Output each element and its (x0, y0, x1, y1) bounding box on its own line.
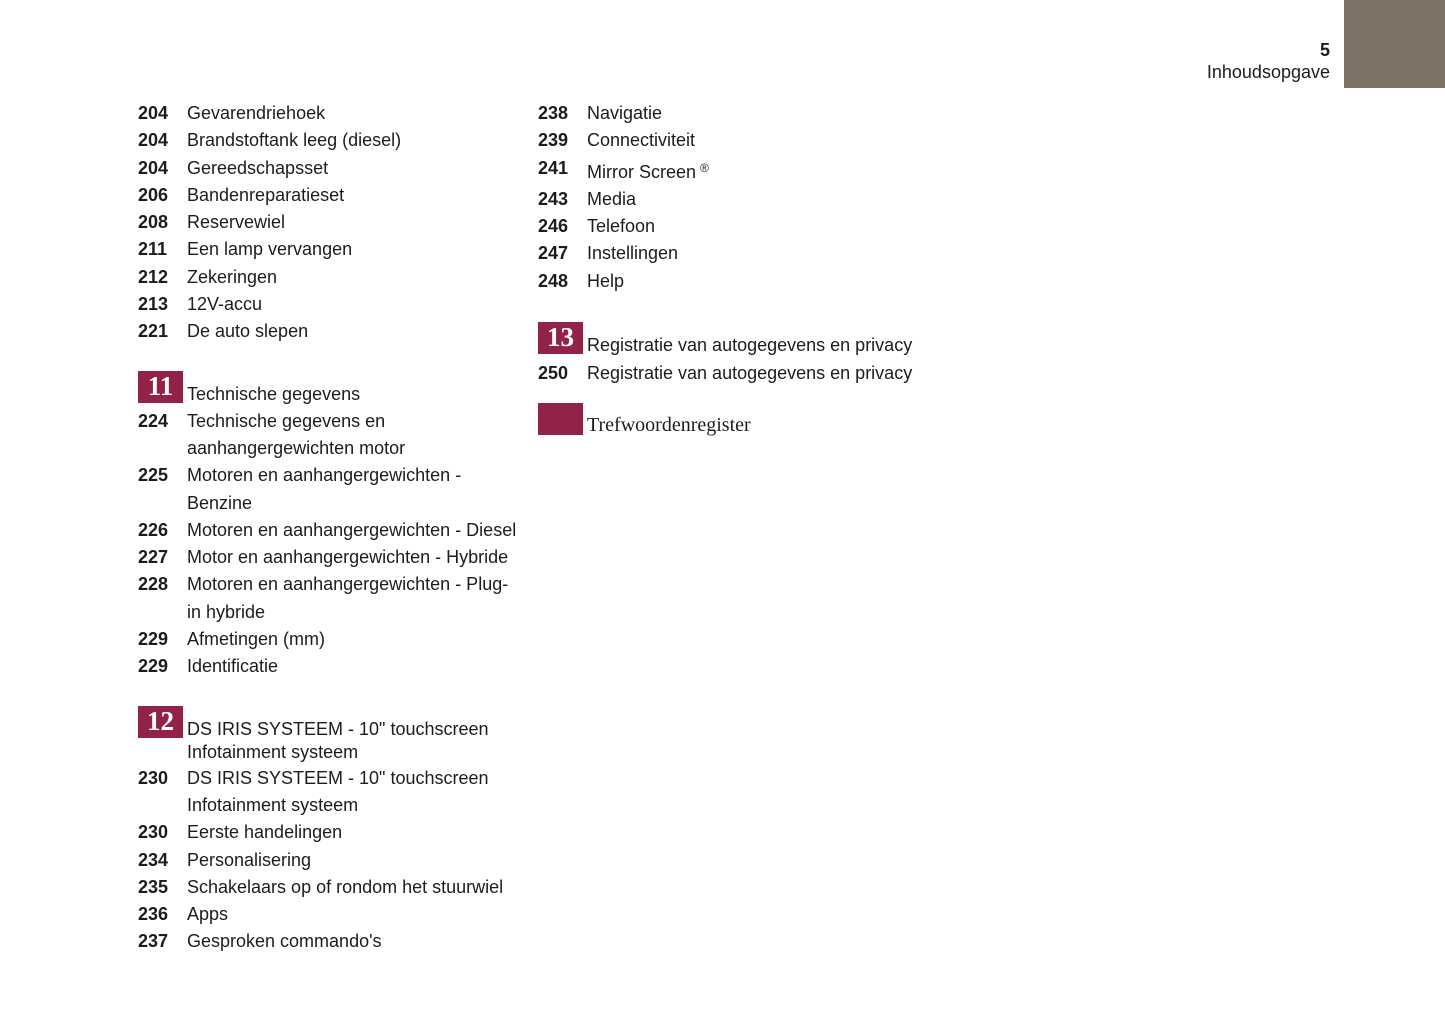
toc-entry (138, 462, 528, 517)
toc-entry (138, 236, 528, 263)
toc-entry-title: Telefoon (587, 216, 656, 237)
toc-entry-title: Gereedschapsset (187, 157, 329, 178)
toc-entry-page: 221 (138, 321, 169, 342)
toc-entry-title: Motoren en aanhangergewichten - Benzine (187, 465, 462, 513)
toc-entry-title: Navigatie (587, 103, 663, 123)
section-title-12: DS IRIS SYSTEEM - 10" touchscreen Infotainment systeem (187, 718, 489, 762)
toc-entry-title-text: Mirror Screen (587, 161, 697, 182)
toc-entry-page: 236 (138, 904, 169, 925)
toc-entry-page: 229 (138, 656, 169, 677)
toc-entry (138, 291, 528, 318)
toc-entry-page: 238 (538, 103, 569, 123)
toc-entry-page: 239 (538, 130, 569, 151)
toc-entry-page: 230 (138, 767, 169, 788)
toc-entry-title: Motoren en aanhangergewichten - Plug-in hybride (187, 574, 509, 622)
toc-entry-page: 228 (138, 574, 169, 595)
toc-entry-title: Personalisering (187, 849, 312, 870)
toc-entry-page: 229 (138, 629, 169, 650)
toc-entry-page: 243 (538, 188, 569, 209)
chapter-number: 11 (147, 370, 174, 401)
toc-group-technical-data (138, 408, 528, 681)
index-badge (538, 403, 583, 435)
chapter-badge-11 (138, 371, 183, 403)
chapter-badge-13 (538, 322, 583, 354)
toc-entry-page: 246 (538, 216, 569, 237)
toc-entry-page: 212 (138, 266, 169, 287)
toc-entry-page: 247 (538, 243, 569, 264)
toc-entry (138, 209, 528, 236)
toc-entry (538, 155, 933, 186)
toc-entry-page: 235 (138, 876, 169, 897)
toc-entry-title: Help (587, 270, 625, 291)
toc-group-infotainment-continued (538, 100, 933, 295)
toc-entry-title: Gevarendriehoek (187, 103, 326, 123)
index-section-header (538, 403, 933, 437)
toc-entry-title: 12V-accu (187, 294, 263, 315)
toc-entry-page: 213 (138, 294, 169, 315)
toc-entry-page: 211 (138, 239, 168, 260)
toc-entry-title: Technische gegevens en aanhangergewichten motor (187, 410, 406, 458)
toc-entry (138, 127, 528, 154)
toc-entry-page: 248 (538, 270, 569, 291)
toc-entry (538, 100, 933, 127)
toc-entry-page: 227 (138, 547, 169, 568)
toc-entry (138, 819, 528, 846)
toc-entry (138, 765, 528, 820)
toc-entry-page: 208 (138, 212, 169, 233)
toc-entry (138, 408, 528, 463)
toc-column-right (538, 100, 933, 437)
page-header (1207, 40, 1330, 83)
toc-entry (138, 318, 528, 345)
toc-entry-page: 237 (138, 931, 169, 952)
toc-entry (538, 360, 933, 387)
toc-entry (138, 847, 528, 874)
section-header-11 (138, 371, 528, 406)
toc-entry-page: 224 (138, 410, 169, 431)
toc-entry-title: Instellingen (587, 243, 679, 264)
toc-entry-title: Afmetingen (mm) (187, 629, 326, 650)
toc-entry-title: Reservewiel (187, 212, 286, 233)
section-header-13 (538, 322, 933, 357)
toc-column-left (138, 100, 528, 956)
chapter-number: 12 (147, 705, 174, 736)
toc-entry-page: 226 (138, 519, 169, 540)
toc-entry-title: Registratie van autogegevens en privacy (587, 363, 913, 384)
toc-entry-title: De auto slepen (187, 321, 309, 342)
toc-entry (138, 928, 528, 955)
toc-entry (138, 155, 528, 182)
toc-entry-title: Een lamp vervangen (187, 239, 353, 260)
section-title-11: Technische gegevens (187, 383, 361, 404)
toc-entry (138, 182, 528, 209)
toc-entry-title: DS IRIS SYSTEEM - 10" touchscreen Infotainment systeem (187, 767, 489, 815)
toc-entry-title: Bandenreparatieset (187, 184, 345, 205)
toc-entry-page: 204 (138, 103, 169, 123)
toc-entry (138, 517, 528, 544)
chapter-badge-12 (138, 706, 183, 738)
toc-entry (138, 544, 528, 571)
registered-trademark-symbol: ® (700, 160, 709, 175)
toc-entry-title: Schakelaars op of rondom het stuurwiel (187, 876, 504, 897)
toc-entry-title: Connectiviteit (587, 130, 696, 151)
toc-entry-page: 225 (138, 465, 169, 486)
toc-entry-page: 230 (138, 822, 169, 843)
toc-entry (538, 213, 933, 240)
toc-entry (138, 571, 528, 626)
toc-entry-page: 250 (538, 363, 569, 384)
toc-entry (538, 186, 933, 213)
toc-entry (138, 264, 528, 291)
toc-entry-title: Motor en aanhangergewichten - Hybride (187, 547, 509, 568)
toc-entry (538, 268, 933, 295)
toc-entry-title: Media (587, 188, 637, 209)
section-header-12 (138, 706, 528, 764)
toc-entry-title: Apps (187, 904, 229, 925)
page-title: Inhoudsopgave (1206, 62, 1330, 82)
toc-entry-page: 234 (138, 849, 169, 870)
toc-entry-title: Brandstoftank leeg (diesel) (187, 130, 402, 151)
toc-group-breakdown (138, 100, 528, 346)
toc-entry-page: 206 (138, 184, 169, 205)
toc-entry (538, 127, 933, 154)
toc-entry (138, 901, 528, 928)
page-number: 5 (1319, 40, 1330, 60)
toc-entry-title: Identificatie (187, 656, 279, 677)
toc-group-infotainment (138, 765, 528, 956)
toc-entry-page: 241 (538, 157, 569, 178)
index-title: Trefwoordenregister (587, 414, 751, 437)
toc-entry-title: Gesproken commando's (187, 931, 382, 952)
section-title-13: Registratie van autogegevens en privacy (587, 335, 913, 356)
toc-entry (538, 240, 933, 267)
toc-entry-title (587, 155, 917, 186)
corner-marker-block (1344, 0, 1445, 88)
toc-entry-title: Zekeringen (187, 266, 278, 287)
toc-entry (138, 100, 528, 127)
chapter-number: 13 (547, 322, 574, 353)
toc-entry-page: 204 (138, 157, 169, 178)
toc-entry (138, 626, 528, 653)
toc-group-data-privacy (538, 360, 933, 387)
toc-entry-page: 204 (138, 130, 169, 151)
toc-entry (138, 874, 528, 901)
toc-entry-title: Motoren en aanhangergewichten - Diesel (187, 519, 517, 540)
toc-entry (138, 653, 528, 680)
toc-entry-title: Eerste handelingen (187, 822, 343, 843)
